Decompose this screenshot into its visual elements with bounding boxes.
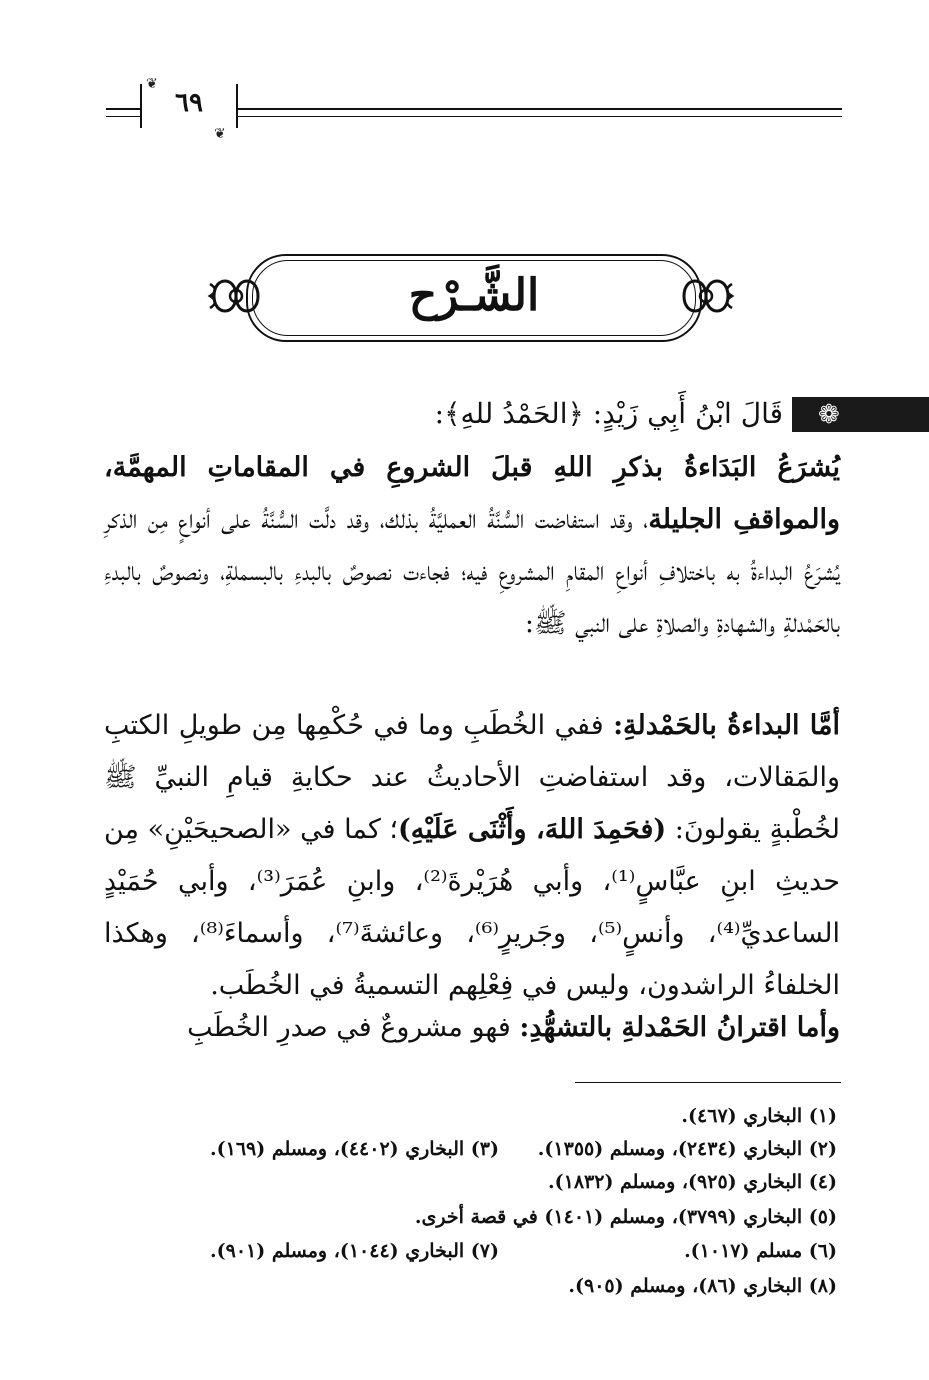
- section-title: الشَّـرْح: [408, 270, 540, 321]
- header-rule-right-top: [234, 108, 842, 110]
- footnote-7: (٧) البخاري (١٠٤٤)، ومسلم (٩٠١).: [210, 1240, 499, 1262]
- footnote-3: (٣) البخاري (٤٤٠٢)، ومسلم (١٦٩).: [210, 1138, 499, 1160]
- page-number: ٦٩: [175, 88, 203, 118]
- paragraph-2: [104, 700, 840, 1012]
- footnote-4: (٤) البخاري (٩٢٥)، ومسلم (١٨٣٢).: [548, 1171, 837, 1193]
- footnote-2: (٢) البخاري (٢٤٣٤)، ومسلم (١٣٥٥).: [537, 1138, 837, 1160]
- paragraph-2-quote: (فحَمِدَ اللهَ، وأَثْنَى عَلَيْهِ): [398, 814, 667, 845]
- footnote-8: (٨) البخاري (٨٦)، ومسلم (٩٠٥).: [568, 1275, 837, 1297]
- paragraph-2-text-a: ففي الخُطَبِ وما في حُكْمِها مِن طويلِ الكتبِ والمَقالات، وقد استفاضتِ الأحاديثُ عند حكايةِ قيامِ النبيِّ ﷺ لخُطْبةٍ يقولونَ:: [104, 710, 841, 845]
- header-rule-right-bottom: [234, 116, 842, 117]
- paragraph-1: [104, 442, 840, 650]
- paragraph-2-text-b: ؛ كما في «الصحيحَيْنِ» مِن حديثِ ابنِ عبَّاسٍ⁽¹⁾، وأبي هُرَيْرةَ⁽²⁾، وابنِ عُمَرَ⁽³⁾، وأبي حُمَيْدٍ الساعديِّ⁽⁴⁾، وأنسٍ⁽⁵⁾، وجَريرٍ⁽⁶⁾، وعائشةَ⁽⁷⁾، وأسماءَ⁽⁸⁾، وهكذا الخلفاءُ الراشدون، وليس في فِعْلِهم التسميةُ في الخُطَب.: [104, 814, 841, 1001]
- corner-ornament-icon: ❦: [214, 126, 226, 142]
- footnote-6: (٦) مسلم (١٠١٧).: [684, 1240, 837, 1262]
- footnote-1: (١) البخاري (٤٦٧).: [681, 1105, 837, 1127]
- paragraph-2-lead: أمَّا البداءةُ بالحَمْدلةِ:: [613, 710, 840, 741]
- footnote-separator: [575, 1082, 841, 1083]
- rosette-icon: ❁: [818, 400, 840, 430]
- paragraph-1-lead: يُشرَعُ البَدَاءةُ بذكرِ اللهِ قبلَ الشروعِ في المقاماتِ المهمَّة، والمواقفِ الجليلة: [104, 452, 840, 535]
- title-cartouche: [246, 254, 702, 342]
- corner-ornament-icon: ❦: [146, 76, 158, 92]
- matn-quote-line: قَالَ ابْنُ أَبِي زَيْدٍ: ﴿الحَمْدُ للهِ﴾:: [434, 397, 783, 430]
- paragraph-3-lead: وأما اقترانُ الحَمْدلةِ بالتشهُّدِ:: [519, 1012, 840, 1043]
- footnote-5: (٥) البخاري (٣٧٩٩)، ومسلم (١٤٠١) في قصة أخرى.: [414, 1206, 837, 1228]
- section-marker-bar: [792, 397, 929, 432]
- paragraph-3-text: فهو مشروعٌ في صدرِ الخُطَبِ: [187, 1012, 520, 1043]
- paragraph-3: [104, 1002, 840, 1054]
- header-rule-left-bottom: [106, 116, 140, 117]
- header-rule-left-top: [106, 108, 140, 110]
- paragraph-1-text: ، وقد استفاضت السُّنَّةُ العمليَّةُ بذلك، وقد دلَّت السُّنَّةُ على أنواعٍ مِن الذكرِ يُشرَعُ البداءةُ به باختلافِ أنواعِ المقامِ المشروعِ فيه؛ فجاءت نصوصٌ بالبدءِ بالبسملةِ، ونصوصٌ بالبدءِ بالحَمْدلةِ والشهادةِ والصلاةِ على النبي ﷺ:: [104, 504, 840, 639]
